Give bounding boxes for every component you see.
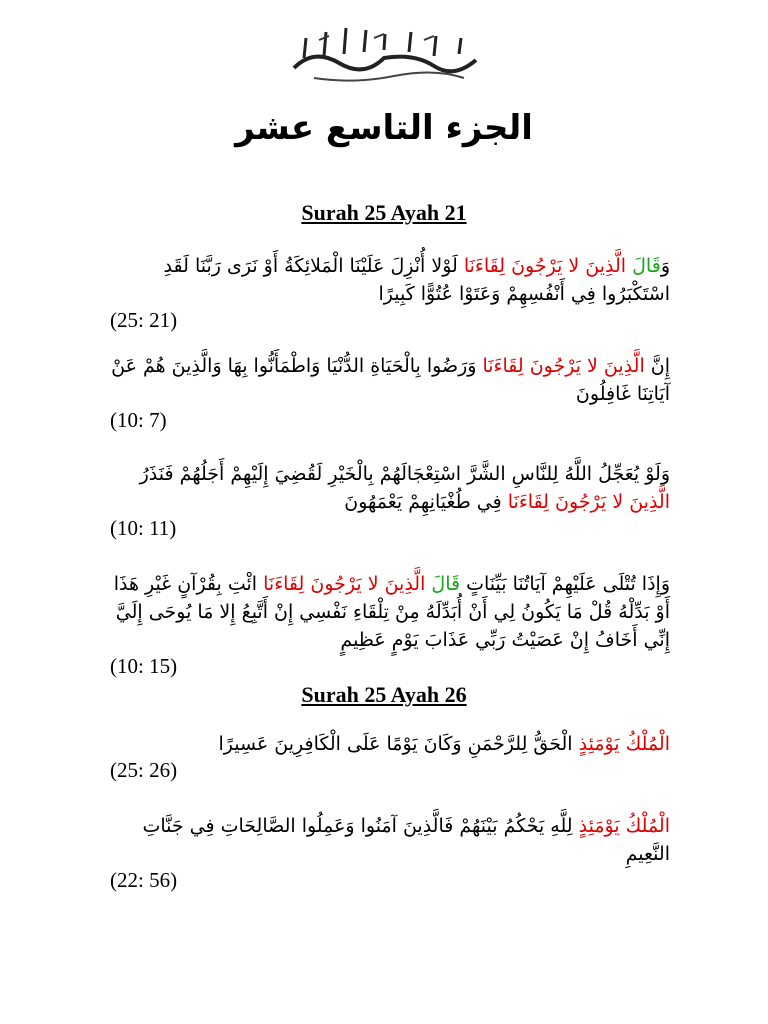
verse-reference: (25: 26) [110,758,178,782]
highlighted-phrase: الَّذِينَ لا يَرْجُونَ لِقَاءَنَا [263,573,432,595]
verse-arabic-text [110,252,670,308]
verse-reference: (10: 11) [110,516,177,540]
basmala-calligraphy [0,18,768,88]
highlighted-phrase: الْمُلْكُ يَوْمَئِذٍ [578,815,670,837]
verse-text-segment: لَوْلا أُنْزِلَ عَلَيْنَا الْمَلائِكَةُ أَوْ نَرَى رَبَّنَا لَقَدِ اسْتَكْبَرُوا فِي أَنْفُسِهِمْ وَعَتَوْا عُتُوًّا كَبِيرًا [163,255,670,305]
verse-block [110,570,670,678]
verse-text-segment: ائْتِ بِقُرْآنٍ غَيْرِ هَذَا أَوْ بَدِّلْهُ قُلْ مَا يَكُونُ لِي أَنْ أُبَدِّلَهُ مِنْ تِلْقَاءِ نَفْسِي إِنْ أَتَّبِعُ إِلا مَا يُوحَى إِلَيَّ إِنِّي أَخَافُ إِنْ عَصَيْتُ رَبِّي عَذَابَ يَوْمٍ عَظِيمٍ [113,573,670,651]
verse-text-segment: إِنَّ [644,355,670,377]
verse-block [110,730,670,782]
section-heading: Surah 25 Ayah 26 [301,682,467,707]
verse-text-segment: وَرَضُوا بِالْحَيَاةِ الدُّنْيَا وَاطْمَأَنُّوا بِهَا وَالَّذِينَ هُمْ عَنْ آيَاتِنَا غَافِلُونَ [111,355,670,405]
verse-arabic-text [110,352,670,408]
highlighted-phrase: الْمُلْكُ يَوْمَئِذٍ [578,733,670,755]
highlighted-phrase: قَالَ [431,573,461,595]
verse-arabic-text [110,570,670,654]
verse-reference: (22: 56) [110,868,178,892]
verse-reference: (25: 21) [110,308,178,332]
verse-block [110,252,670,332]
basmala-image [284,18,484,88]
verse-text-segment: وَلَوْ يُعَجِّلُ اللَّهُ لِلنَّاسِ الشَّرَّ اسْتِعْجَالَهُمْ بِالْخَيْرِ لَقُضِيَ إِلَيْهِمْ أَجَلُهُمْ فَنَذَرُ [139,463,670,485]
verse-arabic-text [110,812,670,868]
verse-reference: (10: 7) [110,408,167,432]
verse-text-segment: وَإِذَا تُتْلَى عَلَيْهِمْ آيَاتُنَا بَيِّنَاتٍ [460,573,670,595]
highlighted-phrase: الَّذِينَ لا يَرْجُونَ لِقَاءَنَا [463,255,633,277]
verse-block [110,460,670,540]
highlighted-phrase: قَالَ [632,255,661,277]
section-heading: Surah 25 Ayah 21 [301,200,467,225]
verse-block [110,812,670,892]
verse-arabic-text [110,730,670,758]
verse-reference: (10: 15) [110,654,178,678]
verse-block [110,352,670,432]
verse-text-segment: لِلَّهِ يَحْكُمُ بَيْنَهُمْ فَالَّذِينَ آمَنُوا وَعَمِلُوا الصَّالِحَاتِ فِي جَنَّاتِ النَّعِيمِ [142,815,670,865]
juz-title: الجزء التاسع عشر [235,108,533,148]
verse-arabic-text [110,460,670,516]
highlighted-phrase: الَّذِينَ لا يَرْجُونَ لِقَاءَنَا [482,355,645,377]
highlighted-phrase: الَّذِينَ لا يَرْجُونَ لِقَاءَنَا [507,491,670,513]
verse-text-segment: فِي طُغْيَانِهِمْ يَعْمَهُونَ [344,491,508,513]
verse-text-segment: الْحَقُّ لِلرَّحْمَنِ وَكَانَ يَوْمًا عَلَى الْكَافِرِينَ عَسِيرًا [218,733,579,755]
verse-text-segment: وَ [660,255,670,277]
